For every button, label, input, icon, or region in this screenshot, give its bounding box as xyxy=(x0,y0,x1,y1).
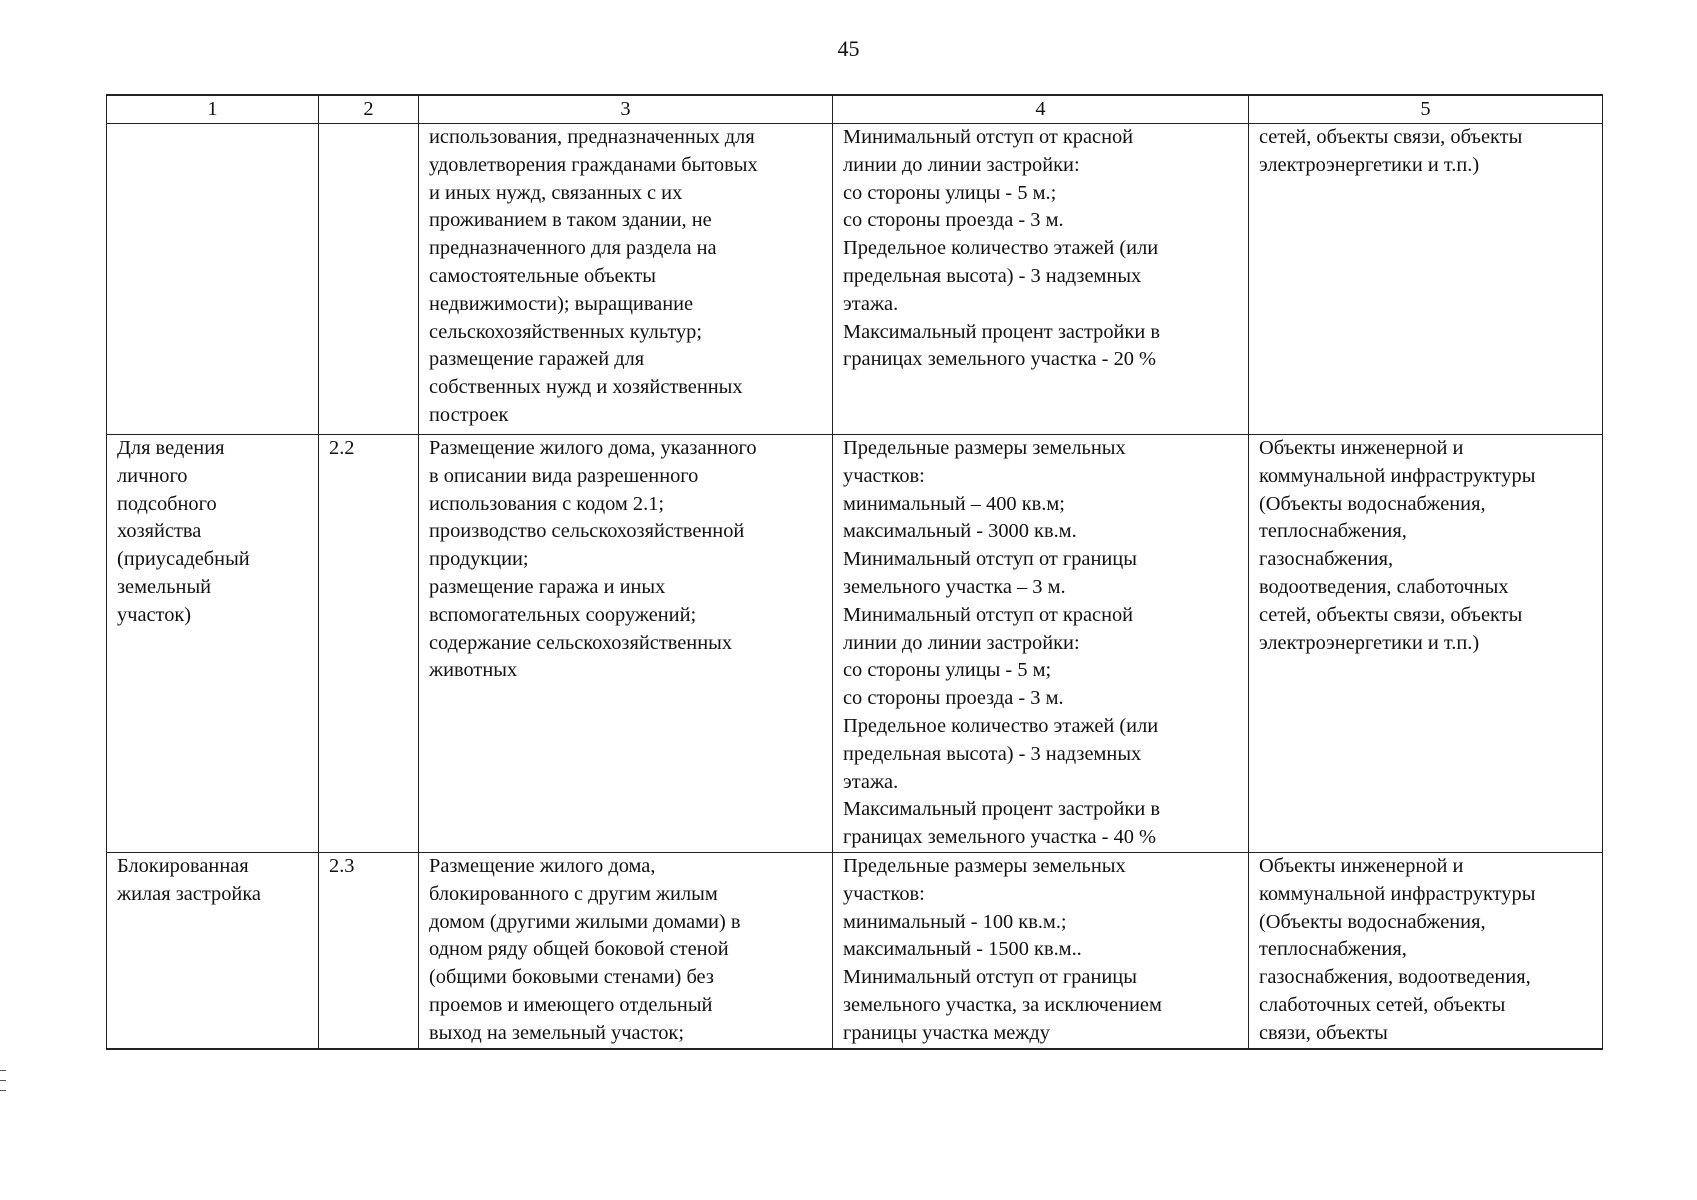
use-name-cell xyxy=(107,124,319,435)
use-code-cell xyxy=(319,124,419,435)
objects-cell: Объекты инженерной и коммунальной инфраструктуры (Объекты водоснабжения, теплоснабжения, газоснабжения, водоотведения, слаботочных сетей, объекты связи, объекты xyxy=(1249,852,1603,1049)
parameters-cell: Минимальный отступ от красной линии до линии застройки: со стороны улицы - 5 м.; со стороны проезда - 3 м. Предельное количество этажей (или предельная высота) - 3 надземных этажа. Максимальный процент застройки в границах земельного участка - 20 % xyxy=(833,124,1249,435)
parameters-cell: Предельные размеры земельных участков: минимальный - 100 кв.м.; максимальный - 1500 кв.м.. Минимальный отступ от границы земельного участка, за исключением границы участка между xyxy=(833,852,1249,1049)
objects-cell: Объекты инженерной и коммунальной инфраструктуры (Объекты водоснабжения, теплоснабжения, газоснабжения, водоотведения, слаботочных сетей, объекты связи, объекты электроэнергетики и т.п.) xyxy=(1249,435,1603,853)
scan-edge-mark xyxy=(0,1070,6,1071)
use-description-cell: Размещение жилого дома, блокированного с другим жилым домом (другими жилыми домами) в одном ряду общей боковой стеной (общими боковыми стенами) без проемов и имеющего отдельный выход на земельный участок; xyxy=(419,852,833,1049)
use-description-cell: использования, предназначенных для удовлетворения гражданами бытовых и иных нужд, связанных с их проживанием в таком здании, не предназначенного для раздела на самостоятельные объекты недвижимости); выращивание сельскохозяйственных культур; размещение гаражей для собственных нужд и хозяйственных построек xyxy=(419,124,833,435)
parameters-cell: Предельные размеры земельных участков: минимальный – 400 кв.м; максимальный - 3000 кв.м. Минимальный отступ от границы земельного участка – 3 м. Минимальный отступ от красной линии до линии застройки: со стороны улицы - 5 м; со стороны проезда - 3 м. Предельное количество этажей (или предельная высота) - 3 надземных этажа. Максимальный процент застройки в границах земельного участка - 40 % xyxy=(833,435,1249,853)
use-code-cell: 2.3 xyxy=(319,852,419,1049)
table-row xyxy=(107,124,1603,435)
header-col-5: 5 xyxy=(1249,95,1603,124)
table-header-row xyxy=(107,95,1603,124)
table-row xyxy=(107,852,1603,1049)
use-name-cell: Блокированная жилая застройка xyxy=(107,852,319,1049)
page-number: 45 xyxy=(837,36,860,61)
use-description-cell: Размещение жилого дома, указанного в описании вида разрешенного использования с кодом 2.1; производство сельскохозяйственной продукции; размещение гаража и иных вспомогательных сооружений; содержание сельскохозяйственных животных xyxy=(419,435,833,853)
objects-cell: сетей, объекты связи, объекты электроэнергетики и т.п.) xyxy=(1249,124,1603,435)
scan-edge-mark xyxy=(0,1090,6,1091)
header-col-3: 3 xyxy=(419,95,833,124)
header-col-1: 1 xyxy=(107,95,319,124)
header-col-2: 2 xyxy=(319,95,419,124)
use-name-cell: Для ведения личного подсобного хозяйства (приусадебный земельный участок) xyxy=(107,435,319,853)
use-code-cell: 2.2 xyxy=(319,435,419,853)
table-row xyxy=(107,435,1603,853)
scan-edge-mark xyxy=(0,1080,6,1081)
land-use-table xyxy=(106,94,1603,1050)
header-col-4: 4 xyxy=(833,95,1249,124)
